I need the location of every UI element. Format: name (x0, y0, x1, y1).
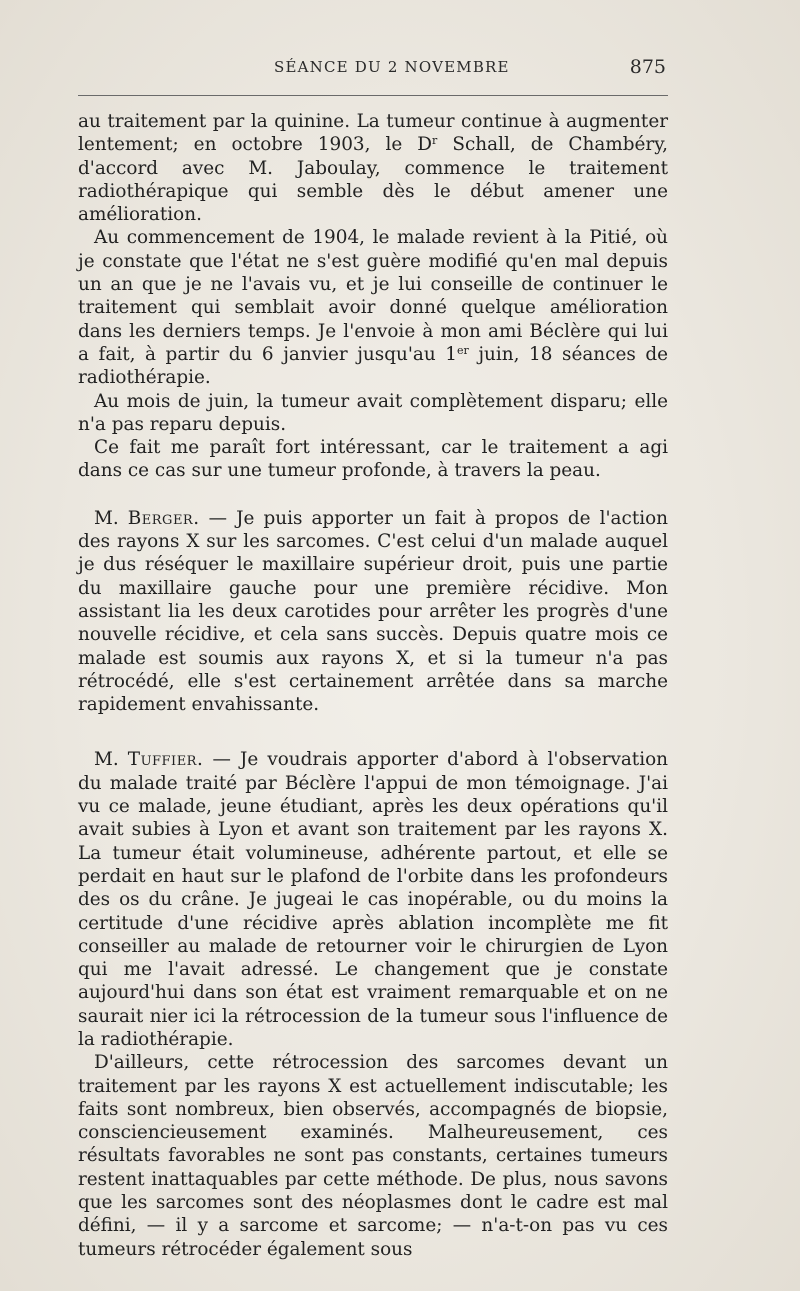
superscript: er (456, 343, 469, 357)
page-header (78, 56, 668, 80)
paragraph-text: — Je puis apporter un fait à propos de l'action des rayons X sur les sarcomes. C'est celui d'un malade auquel je dus réséquer le maxillaire supérieur droit, puis une partie du maxillaire gauche pour une première récidive. Mon assistant lia les deux carotides pour arrêter les progrès d'une nouvelle récidive, et cela sans succès. Depuis quatre mois ce malade est soumis aux rayons X, et si la tumeur n'a pas rétrocédé, elle s'est certainement arrêtée dans sa marche rapidement envahissante. (78, 507, 669, 716)
paragraph-text: — Je voudrais apporter d'abord à l'observation du malade traité par Béclère l'appui de mon témoignage. J'ai vu ce malade, jeune étudiant, après les deux opérations qu'il avait subies à Lyon et avant son traitement par les rayons X. La tumeur était volumineuse, adhérente partout, et elle se perdait en haut sur le plafond de l'orbite dans les profondeurs des os du crâne. Je jugeai le cas inopérable, ou du moins la certitude d'une récidive après ablation incomplète me fit conseiller au malade de retourner voir le chirurgien de Lyon qui me l'avait adressé. Le changement que je constate aujourd'hui dans son état est vraiment remarquable et on ne saurait nier ici la rétrocession de la tumeur sous l'influence de la radiothérapie. (78, 749, 668, 1050)
paragraph-text: juin, 18 séances de radiothérapie. (78, 343, 669, 389)
body-text (78, 110, 668, 1261)
paragraph: Au mois de juin, la tumeur avait complètement disparu; elle n'a pas reparu depuis. (78, 390, 668, 435)
paragraph-text: Au commencement de 1904, le malade revient à la Pitié, où je constate que l'état ne s'est guère modifié qu'en mal depuis un an que je ne l'avais vu, et je lui conseille de continuer le traitement qui semblait avoir donné quelque amélioration dans les derniers temps. Je l'envoie à mon ami Béclère qui lui a fait, à partir du 6 janvier jusqu'au 1 (78, 227, 668, 365)
header-rule (78, 95, 668, 96)
speaker-prefix: M. (94, 507, 128, 529)
speaker-prefix: M. (94, 749, 128, 771)
speaker-name: Tuffier. (127, 749, 204, 771)
speaker-paragraph (78, 748, 668, 1051)
paragraph: Ce fait me paraît fort intéressant, car le traitement a agi dans ce cas sur une tumeur profonde, à travers la peau. (78, 437, 668, 482)
page-number: 875 (629, 56, 666, 78)
speaker-paragraph (78, 507, 668, 717)
speaker-name: Berger. (127, 507, 200, 529)
paragraph: D'ailleurs, cette rétrocession des sarcomes devant un traitement par les rayons X est actuellement indiscutable; les faits sont nombreux, bien observés, accompagnés de biopsie, consciencieusement examinés. Malheureusement, ces résultats favorables ne sont pas constants, certaines tumeurs restent inattaquables par cette méthode. De plus, nous savons que les sarcomes sont des néoplasmes dont le cadre est mal défini, — il y a sarcome et sarcome; — n'a-t-on pas vu ces tumeurs rétrocéder également sous (78, 1052, 668, 1260)
paragraph (78, 110, 668, 226)
paragraph (78, 226, 668, 389)
paragraph-text: au traitement par la quinine. La tumeur continue à augmenter lentement; en octobre 1903, le D (78, 111, 668, 156)
superscript: r (432, 134, 438, 148)
paragraph-text: Schall, de Chambéry, d'accord avec M. Jaboulay, commence le traitement radiothérapique qui semble dès le début amener une amélioration. (78, 134, 668, 226)
running-title: SÉANCE DU 2 NOVEMBRE (274, 58, 510, 76)
